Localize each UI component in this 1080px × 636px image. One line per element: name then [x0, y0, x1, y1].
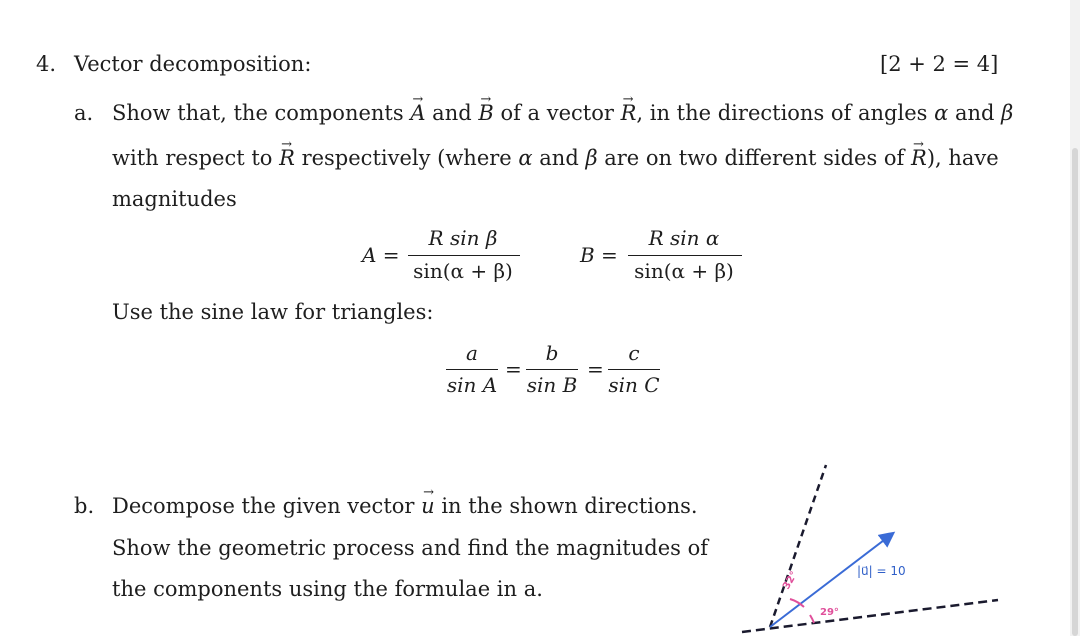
formula-a-denominator: sin(α + β): [413, 259, 513, 283]
vector-b-symbol: → B: [478, 100, 493, 126]
equals-sign: =: [505, 357, 522, 381]
angle-label-lower: 29°: [820, 607, 839, 618]
part-b-line-3: the components using the formulae in a.: [112, 577, 543, 601]
part-b-label: b.: [74, 494, 95, 518]
beta-symbol: β: [1001, 101, 1014, 125]
text-run: are on two different sides of: [597, 146, 912, 170]
sine-law-denominator-a: sin A: [446, 373, 498, 397]
scrollbar[interactable]: [1070, 0, 1080, 636]
formula-a-numerator: R sin β: [428, 226, 498, 250]
text-run: in the shown directions.: [434, 494, 698, 518]
text-run: Decompose the given vector: [112, 494, 422, 518]
formula-a-fraction: [404, 226, 522, 286]
vector-u-symbol: → u: [421, 493, 435, 519]
alpha-symbol: α: [934, 101, 949, 125]
sine-law-fraction-c: [606, 341, 662, 401]
vector-magnitude-label: |u⃗| = 10: [857, 564, 906, 578]
angle-label-upper: 32°: [781, 569, 801, 592]
vector-a-symbol: → A: [410, 100, 425, 126]
sine-law-numerator-a: a: [466, 341, 478, 365]
text-run: , in the directions of angles: [636, 101, 935, 125]
horizontal-direction-line: [742, 600, 998, 632]
formula-b-denominator: sin(α + β): [634, 259, 734, 283]
sine-law-text: Use the sine law for triangles:: [112, 300, 434, 324]
part-b-line-2: Show the geometric process and find the magnitudes of: [112, 536, 708, 560]
vector-r-symbol: → R: [911, 145, 927, 171]
text-run: ), have: [926, 146, 999, 170]
text-run: and: [425, 101, 479, 125]
vector-diagram: [740, 455, 1000, 636]
fraction-bar: [608, 369, 660, 370]
question-title: Vector decomposition:: [74, 52, 312, 76]
part-a-line-3: magnitudes: [112, 187, 237, 211]
formula-b-lhs: B =: [580, 243, 618, 267]
part-a-line-1: [112, 100, 1013, 126]
formula-b-fraction: [624, 226, 744, 286]
text-run: Show that, the components: [112, 101, 411, 125]
text-run: and: [948, 101, 1002, 125]
sine-law-fraction-a: [444, 341, 500, 401]
vector-r-symbol: → R: [621, 100, 637, 126]
sine-law-numerator-b: b: [545, 341, 559, 365]
sine-law-denominator-b: sin B: [526, 373, 578, 397]
question-number: 4.: [36, 52, 57, 76]
text-run: and: [532, 146, 586, 170]
sine-law-numerator-c: c: [628, 341, 640, 365]
fraction-bar: [628, 255, 742, 256]
angle-arc-lower: [810, 615, 814, 623]
beta-symbol: β: [585, 146, 598, 170]
part-a-line-2: [112, 145, 999, 171]
text-run: with respect to: [112, 146, 280, 170]
fraction-bar: [408, 255, 520, 256]
formula-a-lhs: A =: [362, 243, 400, 267]
text-run: respectively (where: [294, 146, 519, 170]
question-marks: [2 + 2 = 4]: [880, 52, 999, 76]
vector-r-symbol: → R: [279, 145, 295, 171]
fraction-bar: [446, 369, 498, 370]
equals-sign: =: [587, 357, 604, 381]
scrollbar-thumb[interactable]: [1072, 148, 1078, 636]
part-b-line-1: [112, 493, 698, 519]
fraction-bar: [526, 369, 578, 370]
part-a-label: a.: [74, 101, 94, 125]
sine-law-fraction-b: [524, 341, 580, 401]
formula-b-numerator: R sin α: [648, 226, 720, 250]
alpha-symbol: α: [518, 146, 533, 170]
text-run: of a vector: [493, 101, 621, 125]
sine-law-denominator-c: sin C: [608, 373, 660, 397]
